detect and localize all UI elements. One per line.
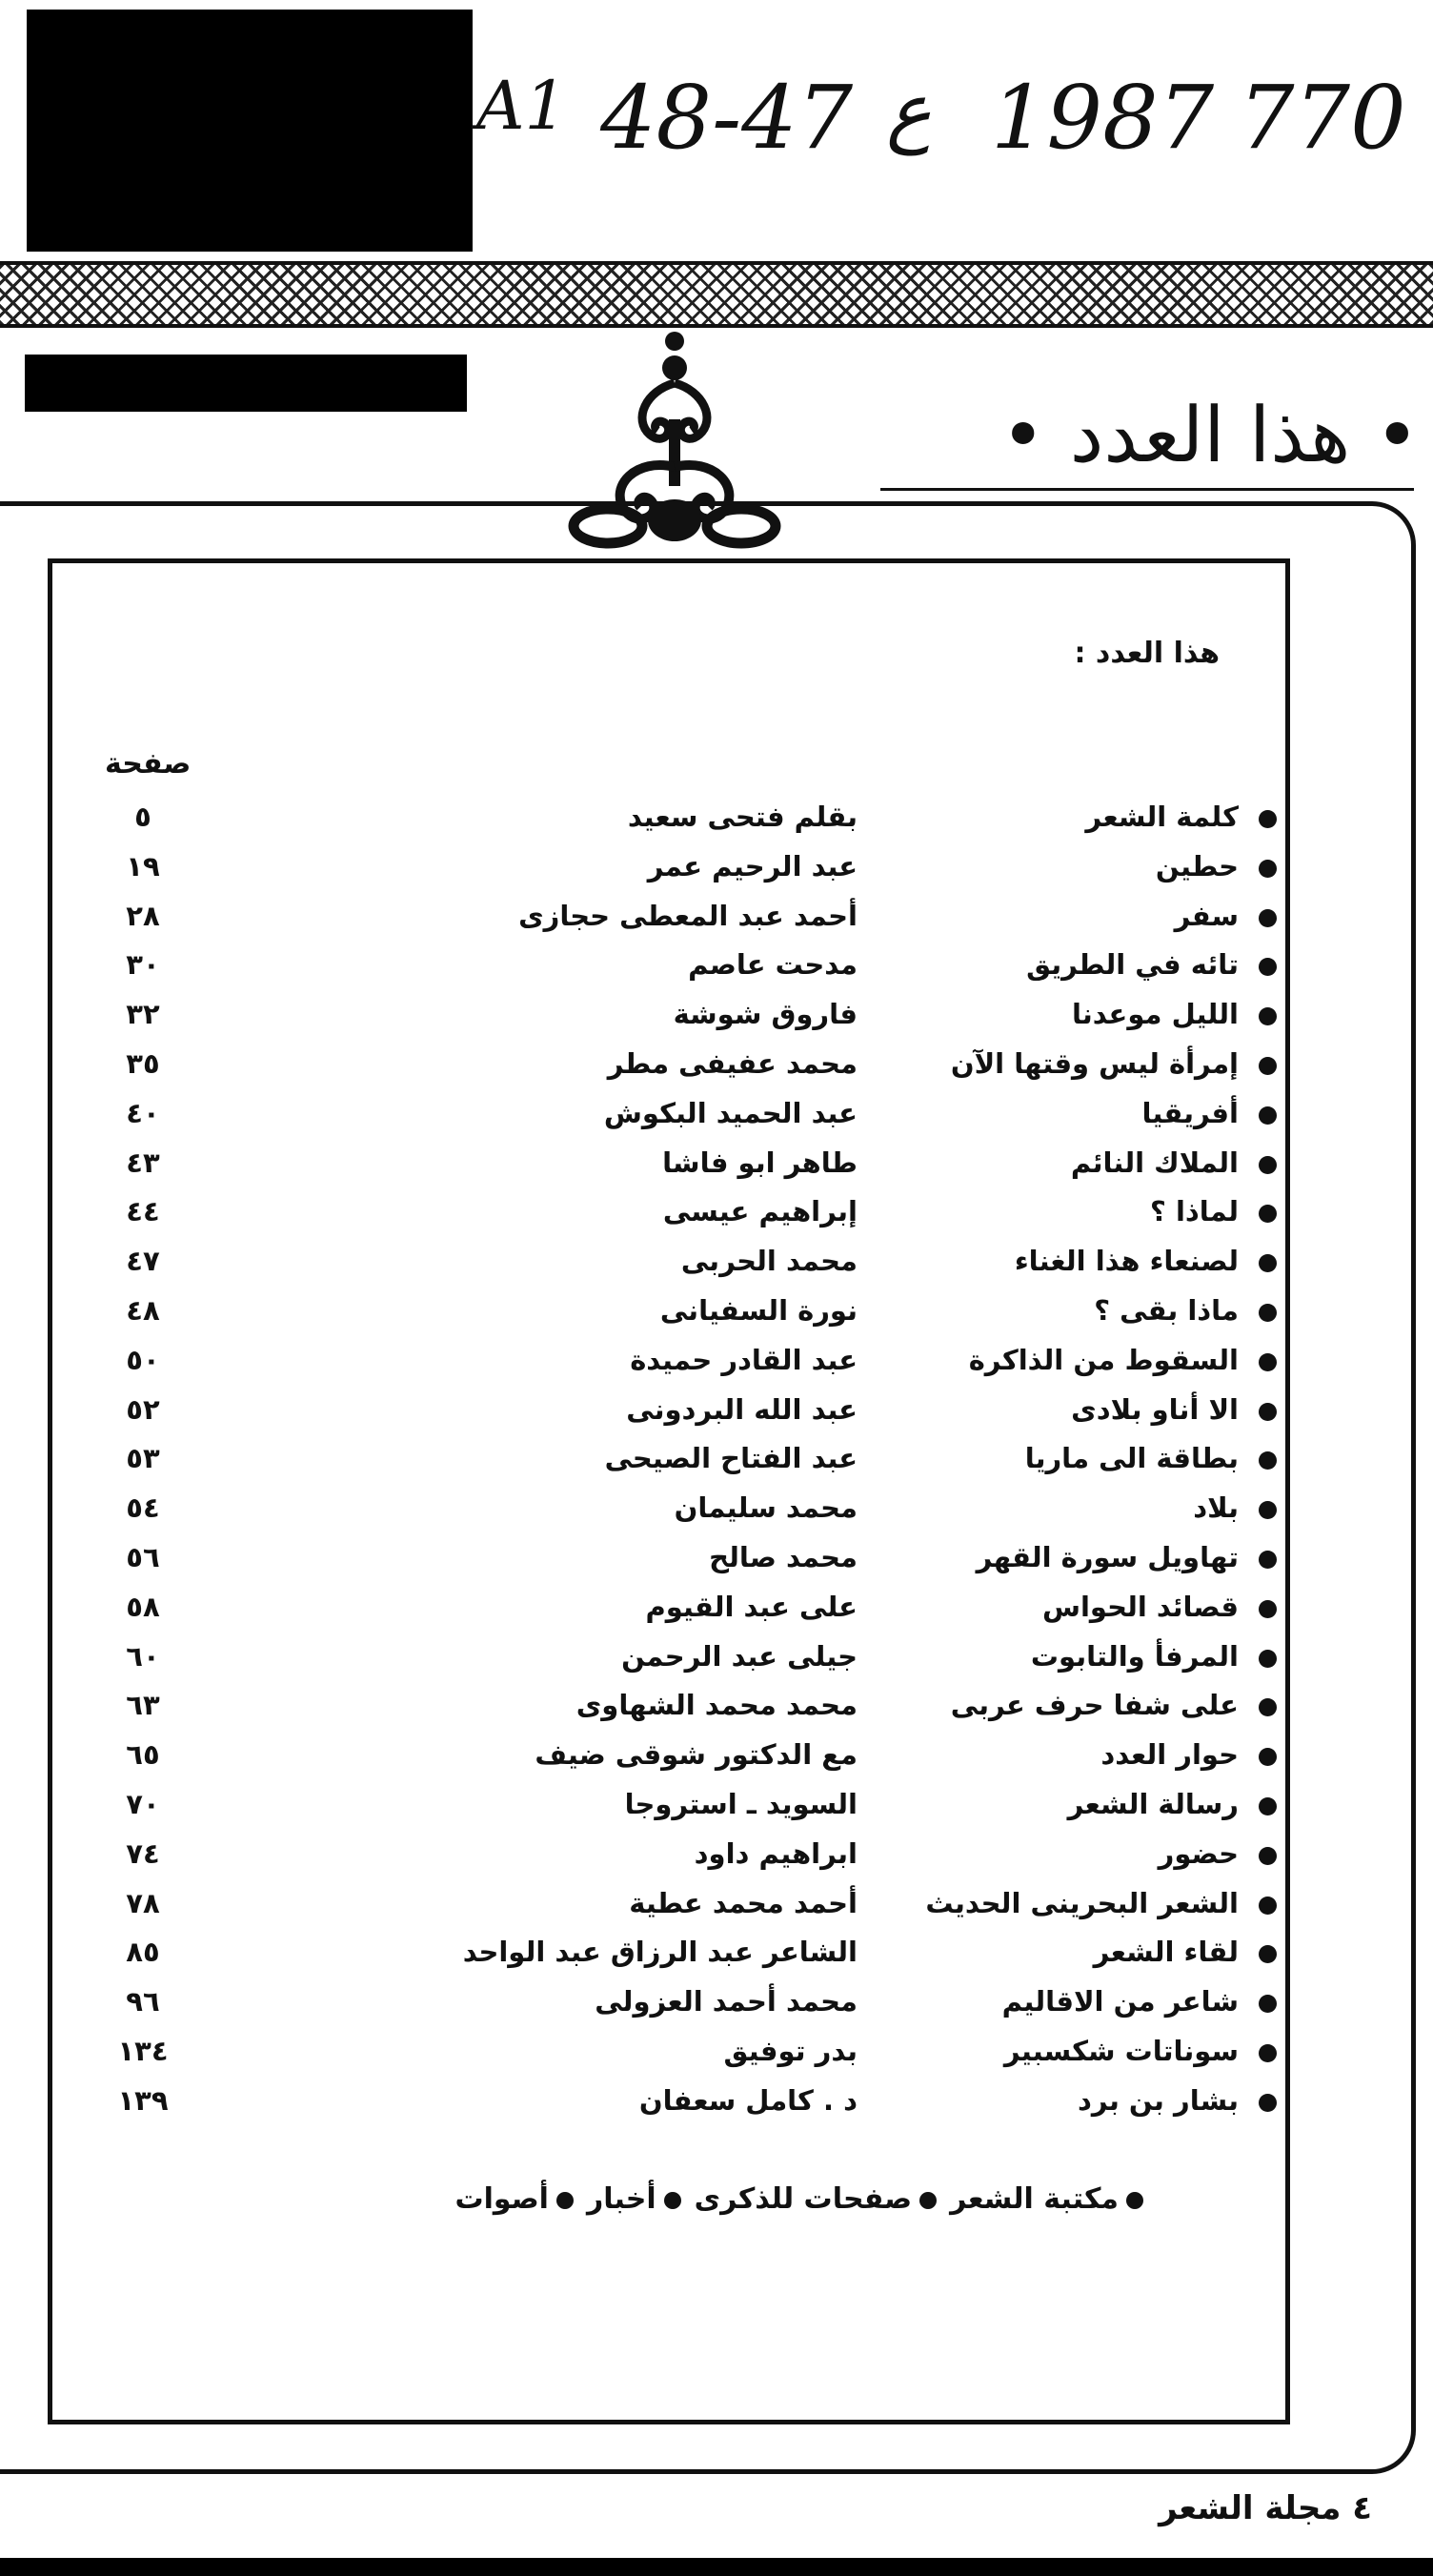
toc-author: مدحت عاصم xyxy=(688,948,858,982)
bullet-icon xyxy=(664,2192,681,2209)
toc-page-number: ٥٦ xyxy=(126,1540,160,1573)
toc-author: عبد الفتاح الصيحى xyxy=(604,1442,858,1475)
toc-title: حطين xyxy=(1155,849,1239,882)
toc-author: محمد عفيفى مطر xyxy=(607,1046,858,1080)
toc-title: ماذا بقى ؟ xyxy=(1094,1293,1239,1327)
toc-author: د . كامل سعفان xyxy=(638,2083,858,2117)
bullet-icon xyxy=(1259,1501,1277,1519)
toc-row xyxy=(105,1533,1277,1583)
bullet-icon xyxy=(1259,1007,1277,1025)
toc-page-number: ٧٠ xyxy=(126,1787,160,1820)
bullet-icon xyxy=(1259,1797,1277,1815)
toc-page-number: ٥٠ xyxy=(126,1343,160,1376)
toc-row xyxy=(105,1089,1277,1139)
bullet-icon xyxy=(1259,1600,1277,1618)
toc-page-number: ٧٨ xyxy=(126,1886,160,1919)
toc-page-number: ١٣٩ xyxy=(117,2083,169,2117)
toc-page-number: ٤٣ xyxy=(126,1146,160,1179)
toc-author: طاهر ابو فاشا xyxy=(662,1146,858,1179)
toc-title: شاعر من الاقاليم xyxy=(1001,1985,1239,2018)
redaction-block-middle xyxy=(25,355,467,412)
bullet-icon xyxy=(1259,1254,1277,1272)
toc-row xyxy=(105,1780,1277,1830)
toc-page-number: ٤٤ xyxy=(126,1195,160,1228)
bullet-icon xyxy=(1259,1205,1277,1223)
toc-page-number: ٣٥ xyxy=(126,1046,160,1080)
toc-page-number: ٦٣ xyxy=(126,1689,160,1722)
toc-author: محمد الحربى xyxy=(680,1245,858,1278)
toc-row xyxy=(105,1434,1277,1484)
bullet-icon xyxy=(1259,1106,1277,1125)
handwritten-pages: 48-47 xyxy=(600,67,854,169)
toc-row xyxy=(105,2077,1277,2126)
toc-row xyxy=(105,1287,1277,1336)
toc-page-number: ٥ xyxy=(134,801,151,833)
section-item xyxy=(454,2182,574,2216)
toc-row xyxy=(105,1681,1277,1731)
toc-author: بدر توفيق xyxy=(723,2034,858,2067)
toc-title: الليل موعدنا xyxy=(1072,998,1239,1031)
title-underline xyxy=(880,488,1414,491)
footer-magazine-name: مجلة الشعر xyxy=(1159,2489,1342,2527)
bullet-icon xyxy=(1259,1057,1277,1075)
toc-row xyxy=(105,842,1277,892)
toc-author: إبراهيم عيسى xyxy=(662,1195,858,1228)
section-item xyxy=(695,2182,938,2216)
toc-title: بشار بن برد xyxy=(1078,2083,1239,2117)
toc-row xyxy=(105,1139,1277,1188)
toc-title: تهاويل سورة القهر xyxy=(976,1540,1239,1573)
toc-title: المرفأ والتابوت xyxy=(1030,1639,1239,1673)
toc-row xyxy=(105,1978,1277,2027)
toc-title: حضور xyxy=(1158,1836,1239,1870)
toc-row xyxy=(105,990,1277,1040)
toc-author: بقلم فتحى سعيد xyxy=(627,801,858,833)
toc-author: السويد ـ استروجا xyxy=(624,1787,858,1820)
section-item xyxy=(950,2182,1143,2216)
toc-title: سفر xyxy=(1174,899,1239,932)
toc-title: تائه في الطريق xyxy=(1026,948,1239,982)
bullet-icon xyxy=(1259,1403,1277,1421)
toc-row xyxy=(105,2027,1277,2077)
toc-page-number: ١٣٤ xyxy=(117,2034,169,2067)
toc-page-number: ٣٠ xyxy=(126,948,160,982)
toc-title: كلمة الشعر xyxy=(1085,801,1239,833)
toc-row xyxy=(105,941,1277,990)
handwritten-ref-mark: A1 xyxy=(476,67,568,145)
toc-row xyxy=(105,793,1277,842)
intro-label: هذا العدد : xyxy=(1074,637,1220,670)
bullet-icon xyxy=(1259,958,1277,976)
section-label: صفحات للذكرى xyxy=(694,2182,913,2216)
toc-page-number: ٥٨ xyxy=(126,1590,160,1623)
toc-title: السقوط من الذاكرة xyxy=(968,1343,1239,1376)
section-item xyxy=(587,2182,681,2216)
toc-row xyxy=(105,1237,1277,1287)
bullet-icon xyxy=(1259,1698,1277,1716)
toc-page-number: ٧٤ xyxy=(126,1836,160,1870)
toc-author: عبد الله البردونى xyxy=(626,1392,858,1426)
handwritten-year: 1987 xyxy=(991,67,1215,169)
handwritten-issue-code: 770 xyxy=(1239,67,1406,169)
toc-row xyxy=(105,1484,1277,1533)
handwritten-letter: ع xyxy=(886,67,932,155)
bullet-icon xyxy=(1259,1451,1277,1470)
toc-author: محمد أحمد العزولى xyxy=(595,1985,858,2018)
toc-page-number: ٤٨ xyxy=(126,1293,160,1327)
section-label: أصوات xyxy=(454,2182,549,2216)
toc-title: بلاد xyxy=(1193,1491,1239,1525)
toc-page-number: ١٩ xyxy=(126,849,160,882)
title-dot-icon: • xyxy=(1350,391,1420,479)
section-label: أخبار xyxy=(586,2182,656,2216)
toc-title: قصائد الحواس xyxy=(1041,1590,1239,1623)
toc-author: محمد محمد الشهاوى xyxy=(575,1689,858,1722)
toc-row xyxy=(105,1633,1277,1682)
bullet-icon xyxy=(1259,1156,1277,1174)
bullet-icon xyxy=(1259,2094,1277,2112)
footer-page-number: ٤ xyxy=(1352,2489,1372,2527)
toc-page-number: ٤٠ xyxy=(126,1096,160,1129)
toc-title: بطاقة الى ماريا xyxy=(1024,1442,1239,1475)
bullet-icon xyxy=(1259,1945,1277,1963)
toc-title: لماذا ؟ xyxy=(1150,1195,1239,1228)
toc-title: الشعر البحرينى الحديث xyxy=(925,1886,1239,1919)
toc-page-number: ٥٤ xyxy=(126,1491,160,1525)
redaction-block-top xyxy=(27,10,473,252)
page-title: هذا العدد xyxy=(1069,391,1351,479)
toc-row xyxy=(105,1928,1277,1978)
toc-author: الشاعر عبد الرزاق عبد الواحد xyxy=(462,1936,858,1969)
toc-row xyxy=(105,1830,1277,1879)
toc-title: أفريقيا xyxy=(1141,1096,1239,1129)
table-of-contents xyxy=(105,793,1277,2126)
toc-author: عبد الحميد البكوش xyxy=(603,1096,858,1129)
ornamental-border-band xyxy=(0,261,1433,328)
toc-page-number: ٥٢ xyxy=(126,1392,160,1426)
toc-row xyxy=(105,1336,1277,1386)
toc-row xyxy=(105,1187,1277,1237)
toc-title: حوار العدد xyxy=(1100,1738,1239,1772)
toc-author: محمد صالح xyxy=(709,1540,858,1573)
toc-author: عبد الرحيم عمر xyxy=(647,849,858,882)
toc-author: عبد القادر حميدة xyxy=(630,1343,858,1376)
page-column-label: صفحة xyxy=(105,747,192,781)
toc-row xyxy=(105,1386,1277,1435)
bullet-icon xyxy=(1259,2044,1277,2062)
bullet-icon xyxy=(1259,860,1277,878)
toc-author: أحمد محمد عطية xyxy=(629,1886,858,1919)
bullet-icon xyxy=(1259,1650,1277,1668)
bullet-icon xyxy=(556,2192,574,2209)
toc-page-number: ٤٧ xyxy=(126,1245,160,1278)
toc-title: الا أناو بلادى xyxy=(1071,1392,1239,1426)
toc-title: الملاك النائم xyxy=(1070,1146,1239,1179)
toc-author: مع الدكتور شوقى ضيف xyxy=(535,1738,858,1772)
bullet-icon xyxy=(1259,1748,1277,1766)
sections-line xyxy=(152,2182,1143,2216)
toc-author: فاروق شوشة xyxy=(673,998,858,1031)
bullet-icon xyxy=(919,2192,937,2209)
toc-author: نورة السفيانى xyxy=(659,1293,858,1327)
toc-title: سوناتات شكسبير xyxy=(1003,2034,1239,2067)
toc-title: على شفا حرف عربى xyxy=(950,1689,1239,1722)
toc-page-number: ٦٥ xyxy=(126,1738,160,1772)
toc-page-number: ٩٦ xyxy=(126,1985,160,2018)
bullet-icon xyxy=(1259,810,1277,828)
toc-page-number: ٢٨ xyxy=(126,899,160,932)
ornament-emblem-icon xyxy=(551,324,798,553)
toc-page-number: ٦٠ xyxy=(126,1639,160,1673)
bullet-icon xyxy=(1259,1897,1277,1915)
toc-title: لقاء الشعر xyxy=(1093,1936,1239,1969)
page-footer xyxy=(1010,2489,1372,2527)
toc-author: أحمد عبد المعطى حجازى xyxy=(518,899,858,932)
toc-title: رسالة الشعر xyxy=(1067,1787,1239,1820)
toc-row xyxy=(105,1731,1277,1780)
bullet-icon xyxy=(1259,1995,1277,2013)
toc-row xyxy=(105,892,1277,942)
toc-page-number: ٣٢ xyxy=(126,998,160,1031)
bullet-icon xyxy=(1259,1304,1277,1322)
toc-author: ابراهيم داود xyxy=(694,1836,858,1870)
bullet-icon xyxy=(1259,909,1277,927)
bullet-icon xyxy=(1259,1353,1277,1371)
title-dot-icon: • xyxy=(1000,391,1070,479)
bottom-black-bar xyxy=(0,2558,1433,2576)
toc-author: جيلى عبد الرحمن xyxy=(621,1639,858,1673)
bullet-icon xyxy=(1259,1847,1277,1865)
toc-author: على عبد القيوم xyxy=(645,1590,858,1623)
toc-title: لصنعاء هذا الغناء xyxy=(1014,1245,1239,1278)
bullet-icon xyxy=(1259,1551,1277,1569)
toc-author: محمد سليمان xyxy=(674,1491,858,1525)
handwritten-annotation xyxy=(457,67,1410,210)
toc-row xyxy=(105,1879,1277,1929)
toc-title: إمرأة ليس وقتها الآن xyxy=(950,1046,1239,1080)
toc-row xyxy=(105,1583,1277,1633)
toc-row xyxy=(105,1040,1277,1089)
bullet-icon xyxy=(1126,2192,1143,2209)
toc-page-number: ٥٣ xyxy=(126,1442,160,1475)
toc-page-number: ٨٥ xyxy=(126,1936,160,1969)
section-label: مكتبة الشعر xyxy=(950,2182,1119,2216)
